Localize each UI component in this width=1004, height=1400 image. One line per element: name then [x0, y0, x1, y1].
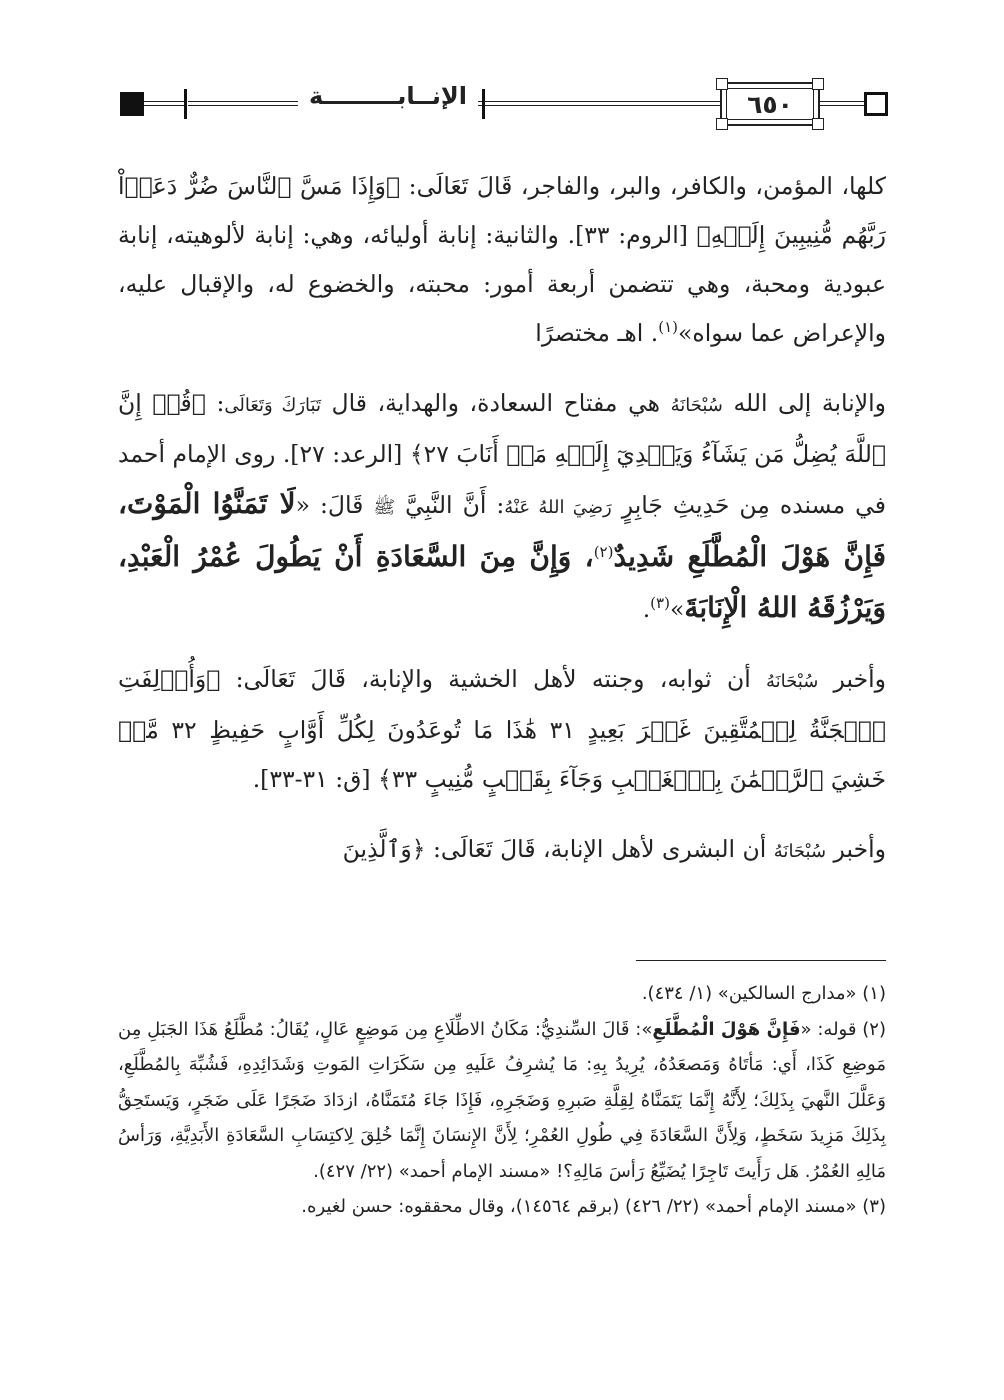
footnote-separator: [636, 960, 886, 961]
honorific: سُبْحَانَهُ: [670, 395, 723, 416]
page-number: ٦٥٠: [747, 89, 793, 119]
running-title: الإنــابـــــــــة: [298, 82, 478, 110]
header-end-block: [120, 92, 144, 116]
header-divider: [482, 89, 485, 119]
quran-verse: ﴿وَإِذَا مَسَّ ٱلنَّاسَ ضُرٌّ دَعَوۡاْ رَبَّهُم مُّنِيبِينَ إِلَيۡهِ﴾: [118, 172, 886, 249]
hadith-text: لَا تَمَنَّوُا الْمَوْتَ، فَإِنَّ هَوْلَ الْمُطَّلَعِ شَدِيدٌ: [118, 487, 886, 573]
text-run: وأخبر: [826, 835, 886, 863]
honorific: رَضِيَ اللهُ عَنْهُ: [504, 497, 612, 518]
header-rule: [820, 101, 864, 106]
footnote-ref[interactable]: (٣): [650, 594, 670, 613]
ornament-corner-icon: [716, 118, 728, 130]
footnote-3: (٣) «مسند الإمام أحمد» (٢٢/ ٤٢٦) (برقم ١٤٥٦٤)، وقال محققوه: حسن لغيره.: [301, 1196, 886, 1217]
text-run: »: قَالَ السِّندِيُّ: مَكَانُ الاطِّلَاعِ مِن مَوضِعٍ عَالٍ، يُقَالُ: مُطَّلَعُ هَذَا الجَبَلِ مِن مَوضِعِ كَذَا، أَي: مَأتَاهُ وَمَصعَدُهُ، يُرِيدُ بِهِ: مَا يُشرِفُ عَلَيهِ مِن سَكَرَاتِ المَوتِ وَشَدَائِدِهِ، فَشُبِّهَ بِالمُطَّلَعِ، وَعَلَّلَ النَّهيَ بِذَلِكَ؛ لِأَنَّهُ إِنَّمَا يَتَمَنَّاهُ لِقِلَّةِ صَبرِهِ وَضَجَرِهِ، فَإِذَا جَاءَ مُتَمَنَّاهُ، ازدَادَ ضَجَرًا عَلَى ضَجَرٍ، وَيَستَحِقُّ بِذَلِكَ مَزِيدَ سَخَطٍ، وَلِأَنَّ السَّعَادَةَ فِي طُولِ العُمْرِ؛ لِأَنَّ الإِنسَانَ إِنَّمَا خُلِقَ لِاكتِسَابِ السَّعَادَةِ الأَبَدِيَّةِ، وَرَأسُ مَالِهِ العُمْرُ. هَل رَأَيتَ تَاجِرًا يُضَيِّعُ رَأسَ مَالِهِ؟! «مسند الإمام أحمد» (٢٢/ ٤٢٧).: [118, 1018, 886, 1182]
header-rule: [144, 101, 184, 106]
paragraph-1: [118, 162, 886, 358]
footnote-1: (١) «مدارج السالكين» (١/ ٤٣٤).: [641, 983, 886, 1004]
text-run: والإنابة إلى الله: [722, 389, 887, 417]
footnote-ref[interactable]: (١): [658, 318, 679, 337]
footnote-quote: فَإِنَّ هَوْلَ الْمُطَّلَعِ: [652, 1018, 801, 1040]
footnote-2: [118, 1012, 886, 1190]
honorific: سُبْحَانَهُ: [773, 841, 827, 862]
header-rule: [188, 101, 298, 106]
quran-verse: ﴿وَٱلَّذِينَ: [342, 835, 426, 863]
footnote-ref[interactable]: (٢): [593, 543, 614, 562]
paragraph-2: [118, 379, 886, 634]
main-text: [118, 162, 886, 897]
ornament-corner-icon: [716, 78, 728, 90]
page-number-frame: [720, 82, 820, 126]
ornament-corner-icon: [812, 118, 824, 130]
honorific: سُبْحَانَهُ: [766, 671, 819, 692]
header-rule: [478, 101, 720, 106]
quran-verse: ﴿وَأُزۡلِفَتِ ٱلۡجَنَّةُ لِلۡمُتَّقِينَ غَيۡرَ بَعِيدٍ ٣١ هَٰذَا مَا تُوعَدُونَ لِكُلِّ أَوَّابٍ حَفِيظٍ ٣٢ مَّنۡ خَشِيَ ٱلرَّحۡمَٰنَ بِٱلۡغَيۡبِ وَجَآءَ بِقَلۡبٍ مُّنِيبٍ ٣٣﴾: [118, 665, 886, 793]
page-header: [112, 80, 892, 130]
paragraph-4: [118, 825, 886, 876]
text-run: : أَنَّ النَّبِيَّ: [395, 491, 505, 519]
header-divider: [184, 89, 187, 119]
text-run: كلها، المؤمن، والكافر، والبر، والفاجر، قَالَ تَعَالَى:: [400, 172, 886, 200]
ornament-corner-icon: [812, 78, 824, 90]
text-run: [الروم: ٣٣]. والثانية: إنابة أوليائه، وهي: إنابة لألوهيته، إنابة عبودية ومحبة، وهي تتضمن أربعة أمور: محبته، والخضوع له، والإقبال عليه، والإعراض عما سواه»: [118, 221, 886, 347]
text-run: قَالَ: «: [295, 491, 374, 519]
text-run: .: [642, 595, 651, 623]
text-run: [الرعد: ٢٧]. روى الإمام أحمد في مسنده مِن حَدِيثِ جَابِرٍ: [118, 440, 887, 519]
header-end-box: [864, 92, 888, 116]
paragraph-3: [118, 655, 886, 804]
text-run: . اهـ مختصرًا: [535, 319, 659, 347]
text-run: :: [205, 389, 225, 417]
footnotes: [118, 976, 886, 1225]
honorific: ﷺ: [373, 497, 396, 518]
honorific: تَبَارَكَ وَتَعَالَى: [224, 395, 321, 416]
text-run: أن البشرى لأهل الإنابة، قَالَ تَعَالَى:: [425, 835, 774, 863]
hadith-text: ، وَإِنَّ مِنَ السَّعَادَةِ أَنْ يَطُولَ عُمْرُ الْعَبْدِ، وَيَرْزُقَهُ اللهُ الْإِنَابَةَ: [118, 540, 886, 624]
text-run: (٢) قوله: «: [800, 1018, 886, 1040]
quran-verse: ﴿قُلۡ إِنَّ ٱللَّهَ يُضِلُّ مَن يَشَآءُ وَيَهۡدِيٓ إِلَيۡهِ مَنۡ أَنَابَ ٢٧﴾: [118, 389, 886, 468]
text-run: »: [669, 595, 685, 623]
text-run: [ق: ٣١-٣٣].: [252, 765, 379, 793]
text-run: وأخبر: [818, 665, 887, 693]
text-run: أن ثوابه، وجنته لأهل الخشية والإنابة، قَالَ تَعَالَى:: [220, 665, 766, 693]
text-run: هي مفتاح السعادة، والهداية، قال: [320, 389, 671, 417]
